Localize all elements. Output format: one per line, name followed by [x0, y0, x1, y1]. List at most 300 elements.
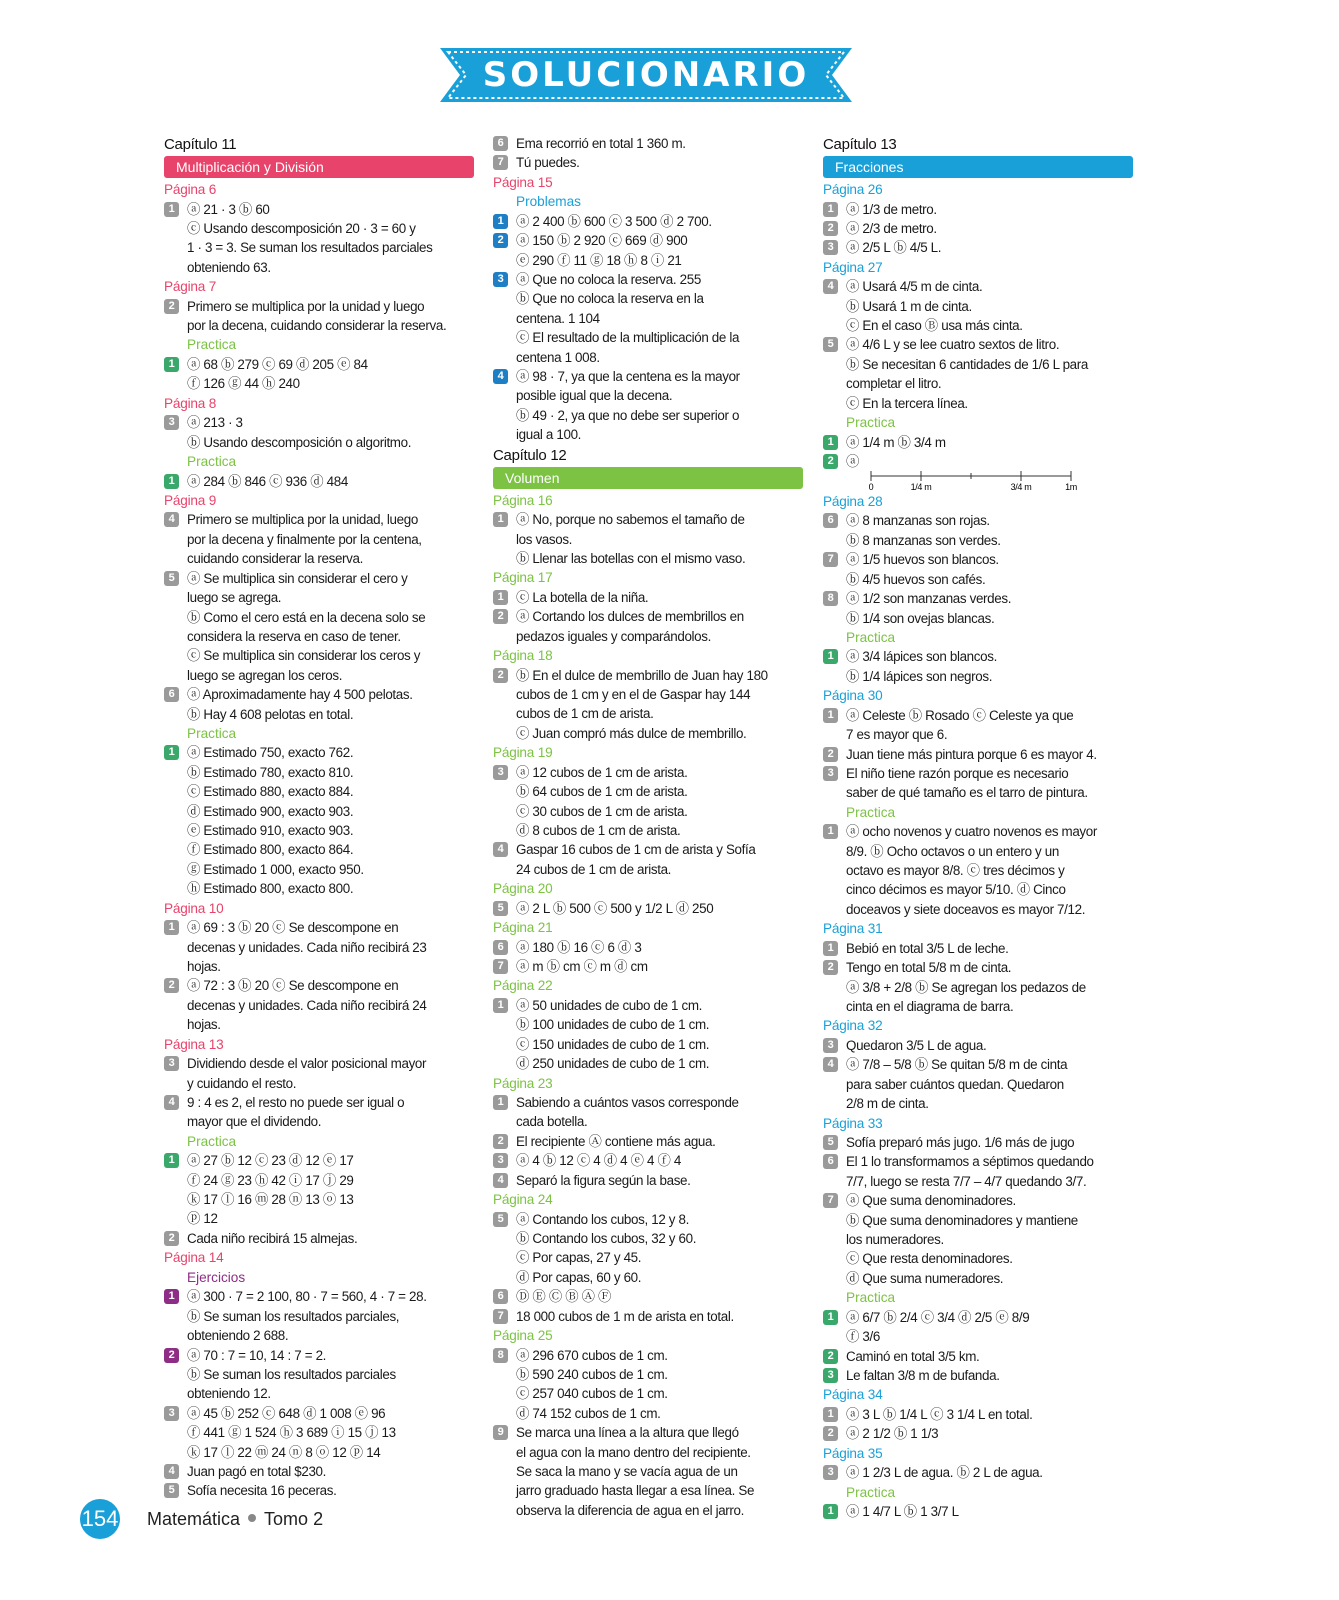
answer-text: ⓐ Que no coloca la reserva. 255: [516, 272, 701, 288]
answer-item: [164, 1346, 474, 1365]
exercise-number-badge: 6: [493, 1289, 508, 1304]
exercise-number-badge: 1: [823, 708, 838, 723]
exercise-number-badge: 2: [823, 747, 838, 762]
separator-dot: [248, 1514, 256, 1522]
exercise-number-badge: 3: [164, 1406, 179, 1421]
answer-item: [493, 899, 803, 918]
answer-item: [823, 1405, 1133, 1424]
exercise-number-badge: 7: [823, 552, 838, 567]
answer-item: [823, 1191, 1133, 1210]
answer-text: ⓐ 2/5 L ⓑ 4/5 L.: [846, 240, 942, 256]
answer-line: hojas.: [187, 1017, 221, 1033]
answer-line: ⓕ Estimado 800, exacto 864.: [187, 842, 354, 858]
answer-text: Juan pagó en total $230.: [187, 1463, 327, 1479]
answer-text: ⓐ Aproximadamente hay 4 500 pelotas.: [187, 687, 413, 703]
answer-text: ⓐ 213 · 3: [187, 415, 243, 431]
exercise-number-badge: 1: [164, 745, 179, 760]
answer-text: ⓐ No, porque no sabemos el tamaño de: [516, 512, 745, 528]
section-heading: Practica: [187, 1133, 237, 1149]
page-heading: Página 23: [493, 1075, 553, 1091]
page-heading: Página 30: [823, 688, 883, 704]
answer-item: [493, 510, 803, 529]
answer-line: y cuidando el resto.: [187, 1075, 297, 1091]
page-heading: Página 16: [493, 492, 553, 508]
answer-text: Separó la figura según la base.: [516, 1172, 691, 1188]
answer-item: [823, 764, 1133, 783]
answer-text: ⓐ: [846, 453, 860, 469]
answer-item: [493, 1132, 803, 1151]
answer-text: ⓐ 4/6 L y se lee cuatro sextos de litro.: [846, 337, 1060, 353]
answer-item: [164, 1151, 474, 1170]
answer-line: ⓒ Que resta denominadores.: [846, 1251, 1013, 1267]
answer-line: considera la reserva en caso de tener.: [187, 628, 401, 644]
answer-text: 18 000 cubos de 1 m de arista en total.: [516, 1308, 734, 1324]
answer-text: ⓐ 3 L ⓑ 1/4 L ⓒ 3 1/4 L en total.: [846, 1406, 1033, 1422]
chapter-topic-bar: Fracciones: [823, 156, 1133, 178]
answer-line: decenas y unidades. Cada niño recibirá 24: [187, 997, 427, 1013]
answer-item: [823, 706, 1133, 725]
answer-line: ⓑ Que suma denominadores y mantiene: [846, 1212, 1078, 1228]
answer-line: ⓑ 8 manzanas son verdes.: [846, 532, 1001, 548]
exercise-number-badge: 2: [823, 1349, 838, 1364]
answer-item: [823, 1502, 1133, 1521]
number-line-label: 0: [868, 481, 874, 492]
answer-item: [493, 840, 803, 859]
answer-item: [493, 153, 803, 172]
section-heading: Practica: [846, 1290, 896, 1306]
column-3: [823, 134, 1133, 1522]
answer-item: [493, 957, 803, 976]
number-line-answer: [823, 452, 1133, 492]
answer-line: cuidando considerar la reserva.: [187, 551, 363, 567]
answer-item: [493, 134, 803, 153]
answer-item: [493, 607, 803, 626]
answer-item: [823, 200, 1133, 219]
column-2: [493, 134, 803, 1520]
answer-line: ⓒ Por capas, 27 y 45.: [516, 1250, 642, 1266]
answer-line: ⓒ 257 040 cubos de 1 cm.: [516, 1386, 668, 1402]
exercise-number-badge: 1: [164, 1289, 179, 1304]
answer-line: ⓑ Se suman los resultados parciales,: [187, 1308, 400, 1324]
answer-text: ⓐ 3/4 lápices son blancos.: [846, 649, 997, 665]
answer-item: [164, 200, 474, 219]
answer-text: ⓐ 150 ⓑ 2 920 ⓒ 669 ⓓ 900: [516, 233, 688, 249]
exercise-number-badge: 7: [823, 1193, 838, 1208]
answer-line: ⓖ Estimado 1 000, exacto 950.: [187, 861, 364, 877]
answer-line: ⓐ 3/8 + 2/8 ⓑ Se agregan los pedazos de: [846, 979, 1086, 995]
answer-item: [493, 270, 803, 289]
answer-item: [164, 1462, 474, 1481]
answer-text: Ⓓ Ⓔ Ⓒ Ⓑ Ⓐ Ⓕ: [516, 1289, 612, 1305]
chapter-title: Capítulo 13: [823, 136, 897, 153]
answer-item: [823, 1055, 1133, 1074]
answer-text: ⓐ 98 · 7, ya que la centena es la mayor: [516, 369, 740, 385]
answer-line: ⓒ Usando descomposición 20 · 3 = 60 y: [187, 220, 416, 236]
exercise-number-badge: 2: [823, 454, 838, 469]
answer-line: posible igual que la decena.: [516, 388, 673, 404]
answer-text: ⓐ ocho novenos y cuatro novenos es mayor: [846, 824, 1097, 840]
answer-text: ⓐ 50 unidades de cubo de 1 cm.: [516, 997, 703, 1013]
answer-line: cinta en el diagrama de barra.: [846, 999, 1014, 1014]
answer-text: Caminó en total 3/5 km.: [846, 1348, 980, 1364]
answer-item: [823, 939, 1133, 958]
answer-item: [493, 1171, 803, 1190]
exercise-number-badge: 1: [164, 1153, 179, 1168]
answer-item: [823, 238, 1133, 257]
page-heading: Página 22: [493, 978, 553, 994]
answer-line: doceavos y siete doceavos es mayor 7/12.: [846, 901, 1086, 917]
exercise-number-badge: 9: [493, 1425, 508, 1440]
exercise-number-badge: 5: [823, 337, 838, 352]
answer-item: [493, 367, 803, 386]
answer-text: ⓐ 2/3 de metro.: [846, 220, 937, 236]
page-heading: Página 7: [164, 279, 217, 295]
answer-line: ⓑ 4/5 huevos son cafés.: [846, 571, 986, 587]
page-title: SOLUCIONARIO: [482, 55, 810, 95]
answer-text: Primero se multiplica por la unidad, luego: [187, 512, 418, 528]
exercise-number-badge: 5: [823, 1135, 838, 1150]
exercise-number-badge: 4: [823, 1057, 838, 1072]
page-heading: Página 24: [493, 1192, 553, 1208]
answer-line: ⓑ Estimado 780, exacto 810.: [187, 764, 354, 780]
answer-text: Tengo en total 5/8 m de cinta.: [846, 960, 1012, 976]
answer-line: ⓕ 24 ⓖ 23 ⓗ 42 ⓘ 17 ⓙ 29: [187, 1172, 354, 1188]
answer-text: ⓐ 300 · 7 = 2 100, 80 · 7 = 560, 4 · 7 = 28.: [187, 1289, 427, 1305]
answer-line: ⓒ 30 cubos de 1 cm de arista.: [516, 803, 688, 819]
exercise-number-badge: 2: [164, 1231, 179, 1246]
section-heading: Ejercicios: [187, 1269, 246, 1285]
answer-line: completar el litro.: [846, 376, 942, 392]
page-heading: Página 15: [493, 174, 553, 190]
answer-line: ⓕ 126 ⓖ 44 ⓗ 240: [187, 376, 300, 392]
answer-text: ⓐ 21 · 3 ⓑ 60: [187, 201, 270, 217]
answer-item: [493, 212, 803, 231]
answer-item: [493, 666, 803, 685]
page-heading: Página 33: [823, 1115, 883, 1131]
answer-item: [823, 745, 1133, 764]
exercise-number-badge: 1: [493, 214, 508, 229]
exercise-number-badge: 1: [823, 435, 838, 450]
exercise-number-badge: 2: [823, 1426, 838, 1441]
answer-line: 7 es mayor que 6.: [846, 727, 948, 743]
exercise-number-badge: 3: [823, 1038, 838, 1053]
answer-line: obteniendo 63.: [187, 259, 271, 275]
answer-line: ⓕ 3/6: [846, 1329, 880, 1345]
answer-text: ⓐ 284 ⓑ 846 ⓒ 936 ⓓ 484: [187, 473, 348, 489]
answer-line: ⓑ Usando descomposición o algoritmo.: [187, 434, 412, 450]
answer-text: ⓐ 68 ⓑ 279 ⓒ 69 ⓓ 205 ⓔ 84: [187, 356, 368, 372]
answer-line: ⓒ Juan compró más dulce de membrillo.: [516, 725, 747, 741]
page-heading: Página 34: [823, 1387, 883, 1403]
answer-text: Se marca una línea a la altura que llegó: [516, 1425, 739, 1441]
exercise-number-badge: 1: [164, 202, 179, 217]
answer-item: [493, 1346, 803, 1365]
answer-item: [164, 1229, 474, 1248]
answer-line: 1 · 3 = 3. Se suman los resultados parciales: [187, 240, 433, 256]
answer-line: pedazos iguales y comparándolos.: [516, 628, 711, 644]
exercise-number-badge: 1: [823, 1504, 838, 1519]
exercise-number-badge: 4: [493, 369, 508, 384]
answer-text: ⓐ Se multiplica sin considerar el cero y: [187, 570, 408, 586]
page-heading: Página 21: [493, 920, 553, 936]
answer-line: decenas y unidades. Cada niño recibirá 23: [187, 939, 427, 955]
answer-item: [823, 1133, 1133, 1152]
answer-line: ⓑ Hay 4 608 pelotas en total.: [187, 706, 354, 722]
page-heading: Página 31: [823, 921, 883, 937]
exercise-number-badge: 3: [493, 765, 508, 780]
answer-line: ⓓ 8 cubos de 1 cm de arista.: [516, 822, 681, 838]
answer-line: centena 1 008.: [516, 349, 600, 365]
exercise-number-badge: 2: [823, 960, 838, 975]
answer-text: El niño tiene razón porque es necesario: [846, 765, 1069, 781]
exercise-number-badge: 3: [164, 1056, 179, 1071]
answer-text: El 1 lo transformamos a séptimos quedando: [846, 1154, 1094, 1170]
answer-item: [823, 589, 1133, 608]
exercise-number-badge: 1: [823, 649, 838, 664]
answer-line: ⓕ 441 ⓖ 1 524 ⓗ 3 689 ⓘ 15 ⓙ 13: [187, 1425, 396, 1441]
exercise-number-badge: 6: [493, 940, 508, 955]
answer-line: ⓚ 17 ⓛ 22 ⓜ 24 ⓝ 8 ⓞ 12 ⓟ 14: [187, 1444, 381, 1460]
exercise-number-badge: 1: [493, 998, 508, 1013]
answer-item: [493, 231, 803, 250]
number-line-label: 3/4 m: [1010, 481, 1032, 492]
exercise-number-badge: 7: [493, 155, 508, 170]
book-title: Matemática: [147, 1509, 241, 1529]
page-heading: Página 13: [164, 1036, 224, 1052]
section-heading: Practica: [846, 629, 896, 645]
answer-line: 24 cubos de 1 cm de arista.: [516, 861, 672, 877]
answer-item: [493, 763, 803, 782]
answer-line: jarro graduado hasta llegar a esa línea. Se: [516, 1483, 755, 1499]
answer-text: ⓐ 2 1/2 ⓑ 1 1/3: [846, 1426, 939, 1442]
answer-item: [823, 1366, 1133, 1385]
exercise-number-badge: 2: [493, 1134, 508, 1149]
answer-text: ⓐ 8 manzanas son rojas.: [846, 513, 990, 529]
exercise-number-badge: 4: [493, 1173, 508, 1188]
answer-text: ⓐ 72 : 3 ⓑ 20 ⓒ Se descompone en: [187, 978, 399, 994]
answer-line: para saber cuántos quedan. Quedaron: [846, 1076, 1064, 1092]
answer-line: ⓒ En la tercera línea.: [846, 395, 968, 411]
answer-text: ⓐ Celeste ⓑ Rosado ⓒ Celeste ya que: [846, 707, 1074, 723]
answer-item: [823, 1036, 1133, 1055]
answer-text: Bebió en total 3/5 L de leche.: [846, 940, 1009, 956]
answer-line: ⓓ 250 unidades de cubo de 1 cm.: [516, 1056, 710, 1072]
page-heading: Página 25: [493, 1328, 553, 1343]
exercise-number-badge: 8: [493, 1348, 508, 1363]
answer-line: ⓔ 290 ⓕ 11 ⓖ 18 ⓗ 8 ⓘ 21: [516, 252, 682, 268]
answer-item: [823, 277, 1133, 296]
answer-text: ⓐ Estimado 750, exacto 762.: [187, 745, 354, 761]
page-heading: Página 26: [823, 182, 883, 197]
answer-text: ⓐ 69 : 3 ⓑ 20 ⓒ Se descompone en: [187, 920, 399, 936]
answer-text: Primero se multiplica por la unidad y luego: [187, 298, 425, 314]
answer-item: [823, 1152, 1133, 1171]
answer-text: ⓐ 1/5 huevos son blancos.: [846, 552, 999, 568]
exercise-number-badge: 6: [164, 687, 179, 702]
answer-line: ⓓ Estimado 900, exacto 903.: [187, 803, 354, 819]
answer-text: ⓐ 6/7 ⓑ 2/4 ⓒ 3/4 ⓓ 2/5 ⓔ 8/9: [846, 1309, 1030, 1325]
answer-item: [493, 1307, 803, 1326]
answer-line: ⓓ Que suma numeradores.: [846, 1270, 1004, 1286]
exercise-number-badge: 5: [493, 1212, 508, 1227]
answer-text: Juan tiene más pintura porque 6 es mayor 4.: [846, 746, 1097, 762]
answer-line: por la decena y finalmente por la centena,: [187, 531, 422, 547]
answer-text: ⓐ 180 ⓑ 16 ⓒ 6 ⓓ 3: [516, 939, 642, 955]
exercise-number-badge: 5: [164, 1483, 179, 1498]
answer-text: ⓐ 2 400 ⓑ 600 ⓒ 3 500 ⓓ 2 700.: [516, 213, 712, 229]
answer-text: Ema recorrió en total 1 360 m.: [516, 136, 686, 151]
answer-item: [823, 511, 1133, 530]
answer-item: [823, 647, 1133, 666]
exercise-number-badge: 2: [164, 299, 179, 314]
chapter-topic-bar: Volumen: [493, 467, 803, 489]
answer-line: ⓚ 17 ⓛ 16 ⓜ 28 ⓝ 13 ⓞ 13: [187, 1192, 354, 1208]
answer-text: Dividiendo desde el valor posicional mayor: [187, 1056, 427, 1072]
answer-line: observa la diferencia de agua en el jarro.: [516, 1502, 744, 1518]
page-heading: Página 32: [823, 1018, 883, 1034]
book-volume: Tomo 2: [264, 1509, 324, 1529]
answer-item: [823, 550, 1133, 569]
answer-text: ⓐ Cortando los dulces de membrillos en: [516, 609, 744, 625]
answer-line: ⓑ 100 unidades de cubo de 1 cm.: [516, 1017, 710, 1033]
page-heading: Página 20: [493, 881, 553, 897]
exercise-number-badge: 1: [493, 512, 508, 527]
answer-item: [164, 510, 474, 529]
answer-item: [493, 1151, 803, 1170]
section-heading: Practica: [187, 337, 237, 353]
answer-item: [164, 1287, 474, 1306]
page-heading: Página 10: [164, 900, 224, 916]
exercise-number-badge: 1: [493, 590, 508, 605]
answer-text: Le faltan 3/8 m de bufanda.: [846, 1368, 1000, 1383]
answer-text: ⓐ 70 : 7 = 10, 14 : 7 = 2.: [187, 1347, 327, 1363]
answer-line: cubos de 1 cm y en el de Gaspar hay 144: [516, 687, 751, 703]
answer-line: ⓑ Como el cero está en la decena solo se: [187, 609, 426, 625]
answer-item: [823, 1347, 1133, 1366]
exercise-number-badge: 7: [493, 959, 508, 974]
exercise-number-badge: 2: [493, 668, 508, 683]
answer-line: los numeradores.: [846, 1232, 944, 1248]
exercise-number-badge: 1: [823, 1407, 838, 1422]
answer-text: El recipiente Ⓐ contiene más agua.: [516, 1133, 716, 1149]
answer-line: ⓒ El resultado de la multiplicación de la: [516, 330, 740, 346]
answer-item: [493, 588, 803, 607]
page-heading: Página 19: [493, 745, 553, 761]
answer-line: por la decena, cuidando considerar la reserva.: [187, 318, 447, 334]
answer-line: ⓗ Estimado 800, exacto 800.: [187, 881, 354, 897]
answer-line: los vasos.: [516, 531, 573, 547]
answer-line: ⓒ 150 unidades de cubo de 1 cm.: [516, 1036, 710, 1052]
answer-item: [164, 1054, 474, 1073]
answer-text: ⓐ Contando los cubos, 12 y 8.: [516, 1211, 689, 1227]
exercise-number-badge: 3: [823, 1465, 838, 1480]
answer-line: centena. 1 104: [516, 310, 600, 326]
answer-item: [164, 685, 474, 704]
exercise-number-badge: 2: [164, 1348, 179, 1363]
answer-line: ⓑ Se suman los resultados parciales: [187, 1366, 396, 1382]
answer-item: [164, 1404, 474, 1423]
section-heading: Practica: [187, 454, 237, 470]
exercise-number-badge: 7: [493, 1309, 508, 1324]
answer-item: [164, 1093, 474, 1112]
answer-item: [164, 472, 474, 491]
page-number: 154: [80, 1499, 120, 1539]
answer-line: cubos de 1 cm de arista.: [516, 706, 654, 722]
footer-book: [147, 1507, 323, 1531]
answer-text: ⓐ Usará 4/5 m de cinta.: [846, 279, 983, 295]
exercise-number-badge: 3: [823, 240, 838, 255]
chapter-title: Capítulo 12: [493, 446, 567, 464]
answer-item: [823, 219, 1133, 238]
answer-line: mayor que el dividendo.: [187, 1114, 322, 1130]
answer-item: [823, 1463, 1133, 1482]
page-heading: Página 27: [823, 259, 883, 275]
answer-text: ⓐ 7/8 – 5/8 ⓑ Se quitan 5/8 m de cinta: [846, 1057, 1068, 1073]
answer-line: obteniendo 2 688.: [187, 1328, 289, 1344]
page-heading: Página 8: [164, 395, 217, 411]
exercise-number-badge: 4: [164, 512, 179, 527]
answer-item: [823, 822, 1133, 841]
answer-item: [164, 413, 474, 432]
exercise-number-badge: 3: [493, 1153, 508, 1168]
answer-line: ⓑ Que no coloca la reserva en la: [516, 291, 704, 307]
answer-item: [164, 743, 474, 762]
exercise-number-badge: 2: [493, 609, 508, 624]
number-line-label: 1m: [1065, 481, 1077, 492]
exercise-number-badge: 3: [823, 1368, 838, 1383]
answer-line: ⓑ Llenar las botellas con el mismo vaso.: [516, 551, 746, 566]
exercise-number-badge: 2: [823, 221, 838, 236]
answer-text: 9 : 4 es 2, el resto no puede ser igual o: [187, 1094, 405, 1110]
answer-item: [823, 1308, 1133, 1327]
answer-line: Se saca la mano y se vacía agua de un: [516, 1463, 738, 1479]
answer-line: ⓑ 1/4 son ovejas blancas.: [846, 610, 995, 626]
answer-line: 2/8 m de cinta.: [846, 1096, 929, 1112]
answer-text: Gaspar 16 cubos de 1 cm de arista y Sofía: [516, 842, 756, 858]
exercise-number-badge: 4: [164, 1095, 179, 1110]
answer-line: ⓑ 49 · 2, ya que no debe ser superior o: [516, 407, 740, 423]
answer-item: [493, 1423, 803, 1442]
exercise-number-badge: 1: [164, 920, 179, 935]
answer-line: ⓑ 64 cubos de 1 cm de arista.: [516, 784, 688, 800]
page-heading: Página 9: [164, 492, 217, 508]
exercise-number-badge: 3: [164, 415, 179, 430]
page-heading: Página 28: [823, 493, 883, 509]
exercise-number-badge: 2: [164, 978, 179, 993]
answer-text: ⓐ 2 L ⓑ 500 ⓒ 500 y 1/2 L ⓓ 250: [516, 900, 714, 916]
answer-item: [164, 1481, 474, 1500]
answer-text: ⓐ Que suma denominadores.: [846, 1193, 1016, 1209]
answer-text: ⓐ 45 ⓑ 252 ⓒ 648 ⓓ 1 008 ⓔ 96: [187, 1405, 386, 1421]
exercise-number-badge: 1: [823, 202, 838, 217]
exercise-number-badge: 4: [823, 279, 838, 294]
exercise-number-badge: 6: [823, 1154, 838, 1169]
answer-line: el agua con la mano dentro del recipiente.: [516, 1444, 751, 1460]
answer-line: cinco décimos es mayor 5/10. ⓓ Cinco: [846, 882, 1066, 898]
answer-item: [823, 1424, 1133, 1443]
answer-line: ⓑ Usará 1 m de cinta.: [846, 298, 972, 314]
answer-text: Sofía necesita 16 peceras.: [187, 1483, 337, 1499]
answer-text: ⓒ La botella de la niña.: [516, 589, 649, 605]
answer-text: Sabiendo a cuántos vasos corresponde: [516, 1095, 739, 1111]
chapter-topic-bar: Multiplicación y División: [164, 156, 474, 178]
answer-text: ⓐ 4 ⓑ 12 ⓒ 4 ⓓ 4 ⓔ 4 ⓕ 4: [516, 1153, 681, 1169]
answer-line: obteniendo 12.: [187, 1386, 271, 1402]
answer-item: [164, 355, 474, 374]
answer-text: ⓐ 1/3 de metro.: [846, 201, 937, 217]
exercise-number-badge: 5: [164, 571, 179, 586]
answer-item: [823, 958, 1133, 977]
